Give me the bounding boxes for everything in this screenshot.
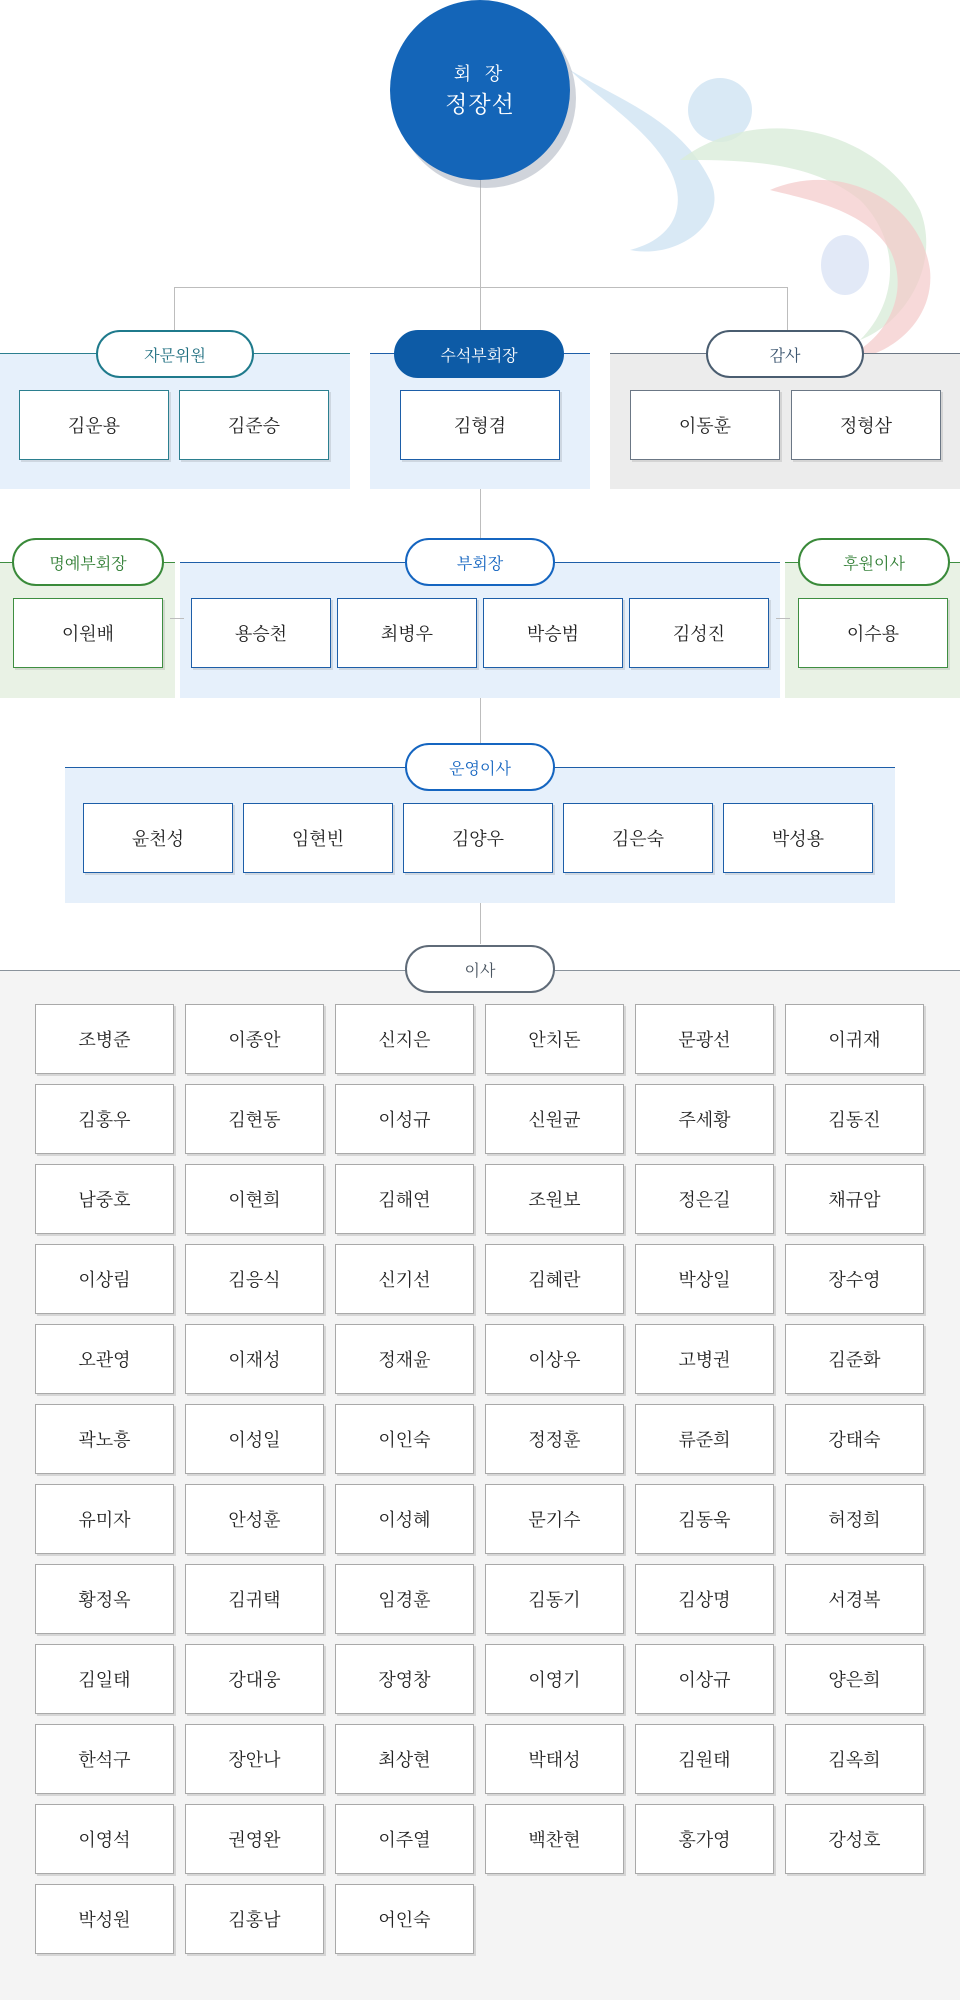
director-member: 류준희 — [635, 1404, 774, 1474]
director-member: 정정훈 — [485, 1404, 624, 1474]
director-member: 신원균 — [485, 1084, 624, 1154]
operating-directors-label: 운영이사 — [405, 743, 555, 791]
directors-grid — [35, 1004, 925, 1954]
director-member: 어인숙 — [335, 1884, 474, 1954]
director-member: 주세황 — [635, 1084, 774, 1154]
director-member: 박태성 — [485, 1724, 624, 1794]
director-member: 장안나 — [185, 1724, 324, 1794]
director-member: 신지은 — [335, 1004, 474, 1074]
director-member: 안성훈 — [185, 1484, 324, 1554]
director-member: 김해연 — [335, 1164, 474, 1234]
director-member: 유미자 — [35, 1484, 174, 1554]
director-member: 이주열 — [335, 1804, 474, 1874]
director-member: 이영기 — [485, 1644, 624, 1714]
director-member: 김준화 — [785, 1324, 924, 1394]
director-member: 김현동 — [185, 1084, 324, 1154]
director-member: 김옥희 — [785, 1724, 924, 1794]
director-member: 한석구 — [35, 1724, 174, 1794]
director-member: 최상현 — [335, 1724, 474, 1794]
director-member: 이인숙 — [335, 1404, 474, 1474]
director-member: 이종안 — [185, 1004, 324, 1074]
director-member: 장수영 — [785, 1244, 924, 1314]
connector-top-bar — [174, 287, 788, 288]
operating-director-member: 김은숙 — [563, 803, 713, 873]
director-member: 김원태 — [635, 1724, 774, 1794]
sponsor-member: 이수용 — [798, 598, 948, 668]
director-member: 김귀택 — [185, 1564, 324, 1634]
director-member: 홍가영 — [635, 1804, 774, 1874]
director-member: 김동욱 — [635, 1484, 774, 1554]
director-member: 권영완 — [185, 1804, 324, 1874]
director-member: 김홍우 — [35, 1084, 174, 1154]
director-member: 이상우 — [485, 1324, 624, 1394]
director-member: 정은길 — [635, 1164, 774, 1234]
director-member: 박성원 — [35, 1884, 174, 1954]
director-member: 곽노흥 — [35, 1404, 174, 1474]
director-member: 오관영 — [35, 1324, 174, 1394]
director-member: 김상명 — [635, 1564, 774, 1634]
president-name: 정장선 — [445, 92, 515, 118]
vice-president-member: 용승천 — [191, 598, 331, 668]
vice-president-member: 박승범 — [483, 598, 623, 668]
advisor-member: 김준승 — [179, 390, 329, 460]
director-member: 양은희 — [785, 1644, 924, 1714]
director-member: 이귀재 — [785, 1004, 924, 1074]
vice-president-member: 김성진 — [629, 598, 769, 668]
connector-side-left — [170, 618, 184, 619]
vice-presidents-label: 부회장 — [405, 538, 555, 586]
director-member: 박상일 — [635, 1244, 774, 1314]
connector-ops-to-directors — [480, 902, 481, 944]
director-member: 이성혜 — [335, 1484, 474, 1554]
vice-president-member: 최병우 — [337, 598, 477, 668]
director-member: 강대웅 — [185, 1644, 324, 1714]
director-member: 신기선 — [335, 1244, 474, 1314]
connector-auditors — [787, 287, 788, 331]
director-member: 고병권 — [635, 1324, 774, 1394]
directors-label: 이사 — [405, 945, 555, 993]
auditor-member: 정형삼 — [791, 390, 941, 460]
advisor-member: 김운용 — [19, 390, 169, 460]
auditors-label: 감사 — [706, 330, 864, 378]
senior-vice-label: 수석부회장 — [394, 330, 564, 378]
director-member: 강성호 — [785, 1804, 924, 1874]
director-member: 안치돈 — [485, 1004, 624, 1074]
director-member: 채규암 — [785, 1164, 924, 1234]
operating-director-member: 임현빈 — [243, 803, 393, 873]
sponsor-label: 후원이사 — [798, 538, 950, 586]
president-node — [390, 0, 570, 180]
director-member: 이성일 — [185, 1404, 324, 1474]
connector-vice-to-ops — [480, 697, 481, 745]
auditor-member: 이동훈 — [630, 390, 780, 460]
director-member: 이현희 — [185, 1164, 324, 1234]
director-member: 정재윤 — [335, 1324, 474, 1394]
operating-director-member: 윤천성 — [83, 803, 233, 873]
director-member: 허정희 — [785, 1484, 924, 1554]
honorary-vice-member: 이원배 — [13, 598, 163, 668]
director-member: 김홍남 — [185, 1884, 324, 1954]
director-member: 서경복 — [785, 1564, 924, 1634]
director-member: 문광선 — [635, 1004, 774, 1074]
director-member: 임경훈 — [335, 1564, 474, 1634]
director-member: 김동기 — [485, 1564, 624, 1634]
director-member: 조원보 — [485, 1164, 624, 1234]
operating-director-member: 김양우 — [403, 803, 553, 873]
honorary-vice-label: 명예부회장 — [12, 538, 164, 586]
emblem-decoration — [560, 40, 960, 380]
director-member: 김응식 — [185, 1244, 324, 1314]
advisors-label: 자문위원 — [96, 330, 254, 378]
director-member: 김일태 — [35, 1644, 174, 1714]
president-role: 회 장 — [453, 64, 507, 85]
director-member: 문기수 — [485, 1484, 624, 1554]
director-member: 백찬현 — [485, 1804, 624, 1874]
director-member: 이상규 — [635, 1644, 774, 1714]
director-member: 강태숙 — [785, 1404, 924, 1474]
director-member: 남중호 — [35, 1164, 174, 1234]
director-member: 이상림 — [35, 1244, 174, 1314]
director-member: 조병준 — [35, 1004, 174, 1074]
connector-advisors — [174, 287, 175, 331]
operating-director-member: 박성용 — [723, 803, 873, 873]
senior-vice-member: 김형겸 — [400, 390, 560, 460]
director-member: 이영석 — [35, 1804, 174, 1874]
director-member: 김동진 — [785, 1084, 924, 1154]
director-member: 장영창 — [335, 1644, 474, 1714]
director-member: 이재성 — [185, 1324, 324, 1394]
connector-side-right — [776, 618, 790, 619]
director-member: 황정옥 — [35, 1564, 174, 1634]
director-member: 김혜란 — [485, 1244, 624, 1314]
director-member: 이성규 — [335, 1084, 474, 1154]
